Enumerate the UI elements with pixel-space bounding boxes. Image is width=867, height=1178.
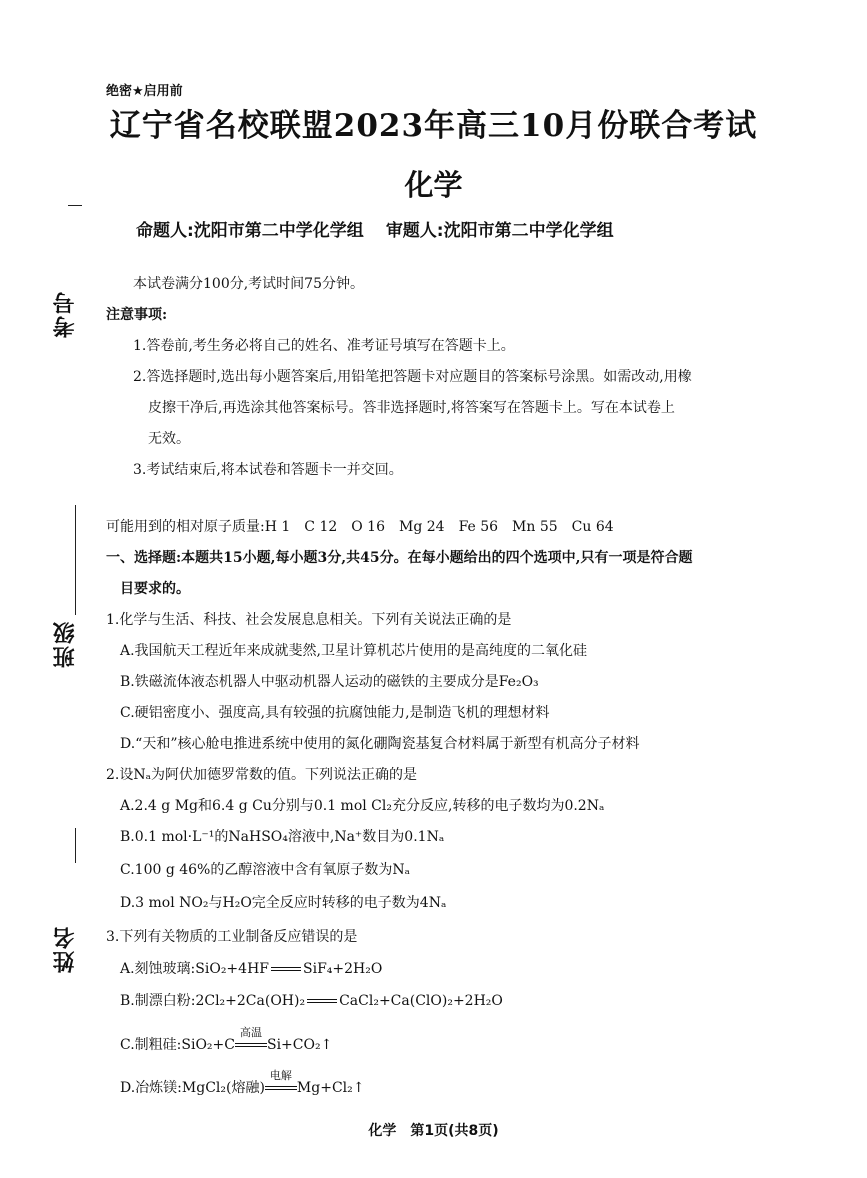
q1-option-a: A.我国航天工程近年来成就斐然,卫星计算机芯片使用的是高纯度的二氧化硅 <box>120 643 588 659</box>
section-heading: 一、选择题:本题共15小题,每小题3分,共45分。在每小题给出的四个选项中,只有一项是符合题 <box>106 550 693 566</box>
q3-c-reactants: C.制粗硅:SiO₂+C <box>120 1037 235 1053</box>
q3-option-c <box>120 1026 333 1054</box>
notice-item: 3.考试结束后,将本试卷和答题卡一并交回。 <box>133 462 403 478</box>
author-setter: 命题人:沈阳市第二中学化学组 <box>136 221 364 241</box>
margin-line-class <box>75 505 76 615</box>
q3-a-products: SiF₄+2H₂O <box>303 961 383 977</box>
q2-option-b: B.0.1 mol·L⁻¹的NaHSO₄溶液中,Na⁺数目为0.1Nₐ <box>120 829 445 845</box>
notice-heading: 注意事项: <box>106 307 168 323</box>
intro-text: 本试卷满分100分,考试时间75分钟。 <box>133 276 364 292</box>
confidential-label: 绝密★启用前 <box>106 84 183 99</box>
q3-b-products: CaCl₂+Ca(ClO)₂+2H₂O <box>339 993 503 1009</box>
q3-a-reactants: A.刻蚀玻璃:SiO₂+4HF <box>120 961 269 977</box>
q3-b-reactants: B.制漂白粉:2Cl₂+2Ca(OH)₂ <box>120 993 306 1009</box>
q2-option-d: D.3 mol NO₂与H₂O完全反应时转移的电子数为4Nₐ <box>120 895 447 911</box>
q2-option-c: C.100 g 46%的乙醇溶液中含有氧原子数为Nₐ <box>120 862 411 878</box>
author-reviewer: 审题人:沈阳市第二中学化学组 <box>385 221 614 241</box>
reaction-condition <box>235 1026 267 1053</box>
q1-option-c: C.硬铝密度小、强度高,具有较强的抗腐蚀能力,是制造飞机的理想材料 <box>120 705 550 721</box>
notice-item: 2.答选择题时,选出每小题答案后,用铅笔把答题卡对应题目的答案标号涂黑。如需改动,用橡 <box>133 369 692 385</box>
q3-option-d <box>120 1069 365 1097</box>
class-label: 班级 <box>53 620 78 668</box>
notice-item: 皮擦干净后,再选涂其他答案标号。答非选择题时,将答案写在答题卡上。写在本试卷上 <box>148 400 675 416</box>
name-label: 姓名 <box>53 925 78 973</box>
condition-electrolysis: 电解 <box>269 1069 292 1082</box>
subject-title: 化学 <box>404 168 463 202</box>
section-heading-cont: 目要求的。 <box>120 581 190 597</box>
equals-sign <box>265 1086 297 1090</box>
question-3-stem: 3.下列有关物质的工业制备反应错误的是 <box>106 929 358 945</box>
margin-line-top <box>68 205 82 206</box>
condition-high-temp: 高温 <box>239 1026 262 1039</box>
equals-sign <box>271 967 301 971</box>
notice-item: 无效。 <box>148 431 190 447</box>
question-1-stem: 1.化学与生活、科技、社会发展息息相关。下列有关说法正确的是 <box>106 612 512 628</box>
page-footer: 化学 第1页(共8页) <box>368 1123 499 1139</box>
q1-option-b: B.铁磁流体液态机器人中驱动机器人运动的磁铁的主要成分是Fe₂O₃ <box>120 674 539 690</box>
reaction-condition <box>265 1069 297 1096</box>
exam-number-label: 考号 <box>53 290 78 338</box>
q3-d-products: Mg+Cl₂↑ <box>296 1080 365 1096</box>
q3-option-b <box>120 990 503 1010</box>
q3-c-products: Si+CO₂↑ <box>266 1037 333 1053</box>
q2-option-a: A.2.4 g Mg和6.4 g Cu分别与0.1 mol Cl₂充分反应,转移的电子数均为0.2Nₐ <box>120 798 605 814</box>
equals-sign <box>307 999 337 1003</box>
exam-title: 辽宁省名校联盟2023年高三10月份联合考试 <box>109 108 758 144</box>
margin-line-name <box>75 828 76 863</box>
authors-line <box>136 216 614 241</box>
equals-sign <box>235 1043 267 1047</box>
q1-option-d: D.“天和”核心舱电推进系统中使用的氮化硼陶瓷基复合材料属于新型有机高分子材料 <box>120 736 640 752</box>
question-2-stem: 2.设Nₐ为阿伏加德罗常数的值。下列说法正确的是 <box>106 767 418 783</box>
q3-option-a <box>120 958 382 978</box>
notice-item: 1.答卷前,考生务必将自己的姓名、准考证号填写在答题卡上。 <box>133 338 515 354</box>
q3-d-reactants: D.冶炼镁:MgCl₂(熔融) <box>120 1080 265 1096</box>
atomic-masses: 可能用到的相对原子质量:H 1 C 12 O 16 Mg 24 Fe 56 Mn 55 Cu 64 <box>106 519 614 535</box>
